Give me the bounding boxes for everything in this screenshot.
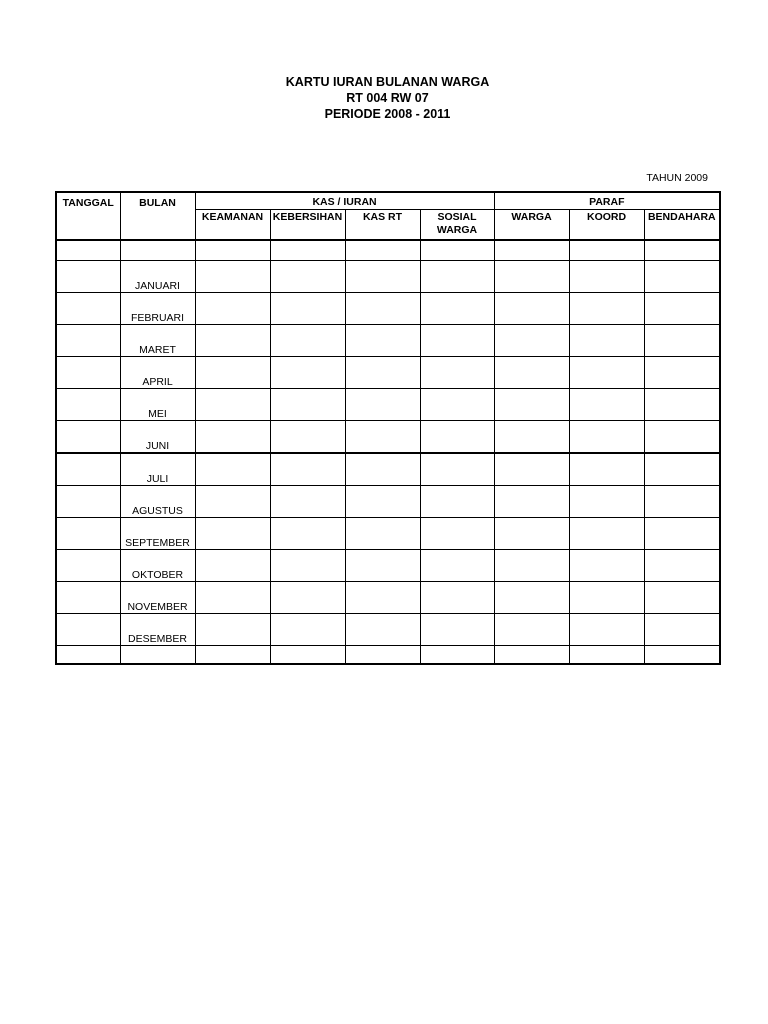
cell-sosial-warga — [420, 261, 494, 293]
cell-keamanan — [195, 582, 270, 614]
cell-tanggal — [56, 486, 120, 518]
cell-paraf-koord — [569, 453, 644, 486]
cell-paraf-warga — [494, 550, 569, 582]
cell-kas-rt — [345, 486, 420, 518]
cell-sosial-warga — [420, 614, 494, 646]
cell-sosial-warga — [420, 325, 494, 357]
cell-paraf-warga — [494, 389, 569, 421]
cell-bulan: DESEMBER — [120, 614, 195, 646]
cell-tanggal — [56, 550, 120, 582]
cell-bulan: MARET — [120, 325, 195, 357]
cell-sosial-warga — [420, 357, 494, 389]
cell-kebersihan — [270, 582, 345, 614]
cell-paraf-bendahara — [644, 518, 720, 550]
cell-kas-rt — [345, 550, 420, 582]
cell-paraf-koord — [569, 582, 644, 614]
cell-kas-rt — [345, 325, 420, 357]
cell-paraf-bendahara — [644, 614, 720, 646]
cell-bulan: SEPTEMBER — [120, 518, 195, 550]
table-row — [56, 325, 720, 357]
cell-bulan: NOVEMBER — [120, 582, 195, 614]
table-row — [56, 389, 720, 421]
table-row — [56, 614, 720, 646]
dues-card-table — [55, 191, 721, 665]
cell-sosial-warga — [420, 550, 494, 582]
cell-kas-rt — [345, 582, 420, 614]
table-row — [56, 357, 720, 389]
cell-paraf-bendahara — [644, 261, 720, 293]
cell-bulan: OKTOBER — [120, 550, 195, 582]
cell-sosial-warga — [420, 453, 494, 486]
cell-sosial-warga — [420, 582, 494, 614]
cell-paraf-bendahara — [644, 389, 720, 421]
header-paraf-koord: KOORD — [569, 210, 644, 241]
cell-paraf-bendahara — [644, 421, 720, 454]
header-sosial-warga — [420, 210, 494, 241]
cell-keamanan — [195, 614, 270, 646]
cell-keamanan — [195, 357, 270, 389]
cell-kas-rt — [345, 614, 420, 646]
cell-kebersihan — [270, 325, 345, 357]
cell-paraf-koord — [569, 389, 644, 421]
cell-tanggal — [56, 614, 120, 646]
cell-keamanan — [195, 389, 270, 421]
cell-kas-rt — [345, 357, 420, 389]
document-period: PERIODE 2008 - 2011 — [324, 107, 451, 121]
cell-kas-rt — [345, 261, 420, 293]
cell-paraf-warga — [494, 453, 569, 486]
table-row — [56, 518, 720, 550]
cell-kas-rt — [345, 389, 420, 421]
cell-bulan: JUNI — [120, 421, 195, 454]
cell-keamanan — [195, 518, 270, 550]
cell-paraf-bendahara — [644, 293, 720, 325]
cell-kebersihan — [270, 293, 345, 325]
cell-kebersihan — [270, 486, 345, 518]
header-kebersihan: KEBERSIHAN — [270, 210, 345, 241]
header-sosial-line1: SOSIAL — [437, 211, 477, 223]
cell-bulan: FEBRUARI — [120, 293, 195, 325]
table-row — [56, 421, 720, 454]
cell-paraf-koord — [569, 357, 644, 389]
header-keamanan: KEAMANAN — [195, 210, 270, 241]
cell-kebersihan — [270, 614, 345, 646]
cell-sosial-warga — [420, 486, 494, 518]
cell-kas-rt — [345, 453, 420, 486]
table-row — [56, 293, 720, 325]
cell-kebersihan — [270, 550, 345, 582]
cell-paraf-warga — [494, 614, 569, 646]
cell-paraf-koord — [569, 293, 644, 325]
cell-paraf-warga — [494, 357, 569, 389]
cell-kebersihan — [270, 453, 345, 486]
cell-bulan: JULI — [120, 453, 195, 486]
cell-bulan: APRIL — [120, 357, 195, 389]
cell-sosial-warga — [420, 389, 494, 421]
document-subtitle-rt-rw: RT 004 RW 07 — [346, 91, 429, 105]
header-kas-rt: KAS RT — [345, 210, 420, 241]
cell-paraf-warga — [494, 261, 569, 293]
cell-kebersihan — [270, 518, 345, 550]
cell-keamanan — [195, 293, 270, 325]
cell-keamanan — [195, 453, 270, 486]
cell-paraf-koord — [569, 261, 644, 293]
cell-kebersihan — [270, 261, 345, 293]
cell-paraf-koord — [569, 486, 644, 518]
cell-paraf-koord — [569, 614, 644, 646]
table-row-blank — [56, 240, 720, 261]
cell-sosial-warga — [420, 518, 494, 550]
cell-kas-rt — [345, 293, 420, 325]
cell-keamanan — [195, 421, 270, 454]
cell-tanggal — [56, 261, 120, 293]
cell-sosial-warga — [420, 293, 494, 325]
cell-bulan: AGUSTUS — [120, 486, 195, 518]
header-paraf: PARAF — [494, 192, 720, 210]
cell-tanggal — [56, 293, 120, 325]
cell-paraf-bendahara — [644, 325, 720, 357]
cell-keamanan — [195, 325, 270, 357]
cell-kas-rt — [345, 421, 420, 454]
table-row — [56, 582, 720, 614]
cell-keamanan — [195, 550, 270, 582]
table-row — [56, 453, 720, 486]
cell-paraf-warga — [494, 582, 569, 614]
cell-bulan: MEI — [120, 389, 195, 421]
cell-tanggal — [56, 325, 120, 357]
document-header — [0, 74, 768, 122]
cell-tanggal — [56, 357, 120, 389]
cell-tanggal — [56, 389, 120, 421]
cell-paraf-warga — [494, 518, 569, 550]
cell-kebersihan — [270, 421, 345, 454]
cell-keamanan — [195, 486, 270, 518]
cell-tanggal — [56, 518, 120, 550]
cell-paraf-koord — [569, 550, 644, 582]
table-row — [56, 486, 720, 518]
cell-paraf-warga — [494, 421, 569, 454]
cell-kebersihan — [270, 357, 345, 389]
cell-keamanan — [195, 261, 270, 293]
cell-paraf-bendahara — [644, 357, 720, 389]
cell-paraf-koord — [569, 325, 644, 357]
cell-paraf-koord — [569, 421, 644, 454]
cell-tanggal — [56, 421, 120, 454]
table-body — [56, 240, 720, 664]
cell-paraf-warga — [494, 325, 569, 357]
cell-paraf-bendahara — [644, 453, 720, 486]
cell-paraf-bendahara — [644, 486, 720, 518]
cell-paraf-warga — [494, 293, 569, 325]
cell-bulan: JANUARI — [120, 261, 195, 293]
cell-paraf-koord — [569, 518, 644, 550]
cell-tanggal — [56, 453, 120, 486]
cell-sosial-warga — [420, 421, 494, 454]
header-sosial-line2: WARGA — [436, 224, 478, 236]
table-row — [56, 261, 720, 293]
header-kas-iuran: KAS / IURAN — [195, 192, 494, 210]
header-bulan: BULAN — [120, 192, 195, 240]
header-paraf-warga: WARGA — [494, 210, 569, 241]
year-label: TAHUN 2009 — [646, 172, 708, 184]
document-title: KARTU IURAN BULANAN WARGA — [285, 75, 490, 89]
header-tanggal: TANGGAL — [56, 192, 120, 240]
cell-paraf-bendahara — [644, 550, 720, 582]
cell-kebersihan — [270, 389, 345, 421]
table-row-blank — [56, 646, 720, 665]
cell-paraf-bendahara — [644, 582, 720, 614]
cell-paraf-warga — [494, 486, 569, 518]
table-row — [56, 550, 720, 582]
header-paraf-bendahara: BENDAHARA — [644, 210, 720, 241]
cell-tanggal — [56, 582, 120, 614]
cell-kas-rt — [345, 518, 420, 550]
